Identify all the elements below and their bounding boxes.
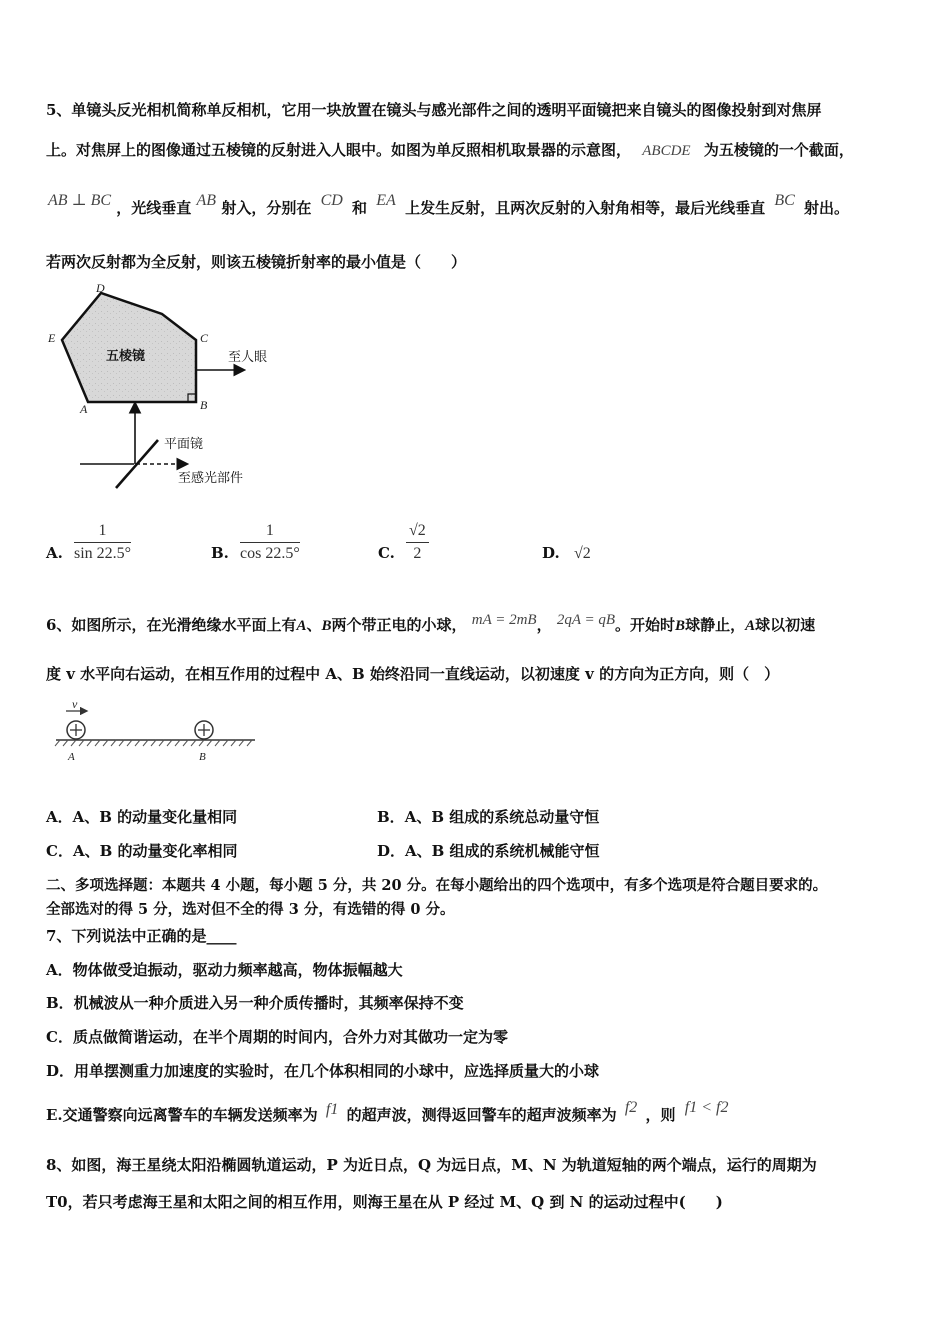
ball-a-label: A (68, 751, 75, 763)
q5-option-a-den: sin 22.5° (74, 545, 132, 562)
q7-option-e-text-c: ，则 (645, 1106, 676, 1124)
q7-option-e-text-b: 的超声波，测得返回警车的超声波频率为 (346, 1106, 617, 1124)
q7-option-b[interactable]: B．机械波从一种介质进入另一种介质传播时，其频率保持不变 (46, 994, 464, 1012)
ball-b-label: B (199, 751, 206, 763)
q5-line3-text-b: 射入，分别在 (221, 199, 312, 217)
q6-option-d-label: D． (377, 842, 406, 860)
section2-line1: 二、多项选择题：本题共 4 小题，每小题 5 分，共 20 分。在每小题给出的四个选项中，有多个选项是符合题目要求的。 (46, 877, 828, 894)
q5-line3 (48, 192, 850, 219)
mirror-label: 平面镜 (164, 437, 204, 452)
q5-math-ab: AB (196, 192, 217, 209)
q7-option-a[interactable]: A．物体做受迫振动，驱动力频率越高，物体振幅越大 (46, 961, 403, 979)
q6-option-d[interactable] (377, 841, 600, 861)
q5-option-b-num: 1 (240, 522, 300, 543)
pentaprism-figure (40, 280, 300, 500)
q6-option-b-text: A、B 组成的系统总动量守恒 (404, 808, 600, 826)
q5-option-d-label: D. (542, 544, 560, 562)
vertex-a-label: A (80, 402, 88, 416)
prism-label: 五棱镜 (106, 349, 146, 364)
eye-label: 至人眼 (228, 350, 268, 365)
vertex-e-label: E (48, 331, 56, 345)
q5-option-d-expr[interactable]: √2 (574, 545, 591, 562)
q5-option-c-num: √2 (406, 522, 429, 543)
q6-option-b-label: B． (377, 808, 405, 826)
q5-line4: 若两次反射都为全反射，则该五棱镜折射率的最小值是（ ） (46, 253, 467, 271)
q5-option-a-num: 1 (74, 522, 131, 543)
q6-option-a[interactable] (46, 807, 237, 827)
q6-line2: 度 v 水平向右运动，在相互作用的过程中 A、B 始终沿同一直线运动，以初速度 v 的方向为正方向，则（ ） (46, 665, 780, 683)
q5-option-b-label: B. (211, 544, 229, 562)
q6-option-b[interactable] (377, 807, 599, 827)
q5-option-c-den: 2 (413, 545, 422, 562)
vertex-b-label: B (200, 398, 208, 412)
q8-line1: 8、如图，海王星绕太阳沿椭圆轨道运动，P 为近日点，Q 为远日点，M、N 为轨道短轴的两个端点，运行的周期为 (46, 1156, 817, 1174)
vertex-c-label: C (200, 331, 209, 345)
q6-line1-text-e: 球静止， (685, 616, 746, 634)
q6-option-c-text: A、B 的动量变化率相同 (72, 842, 238, 860)
q5-math-ab-perp-bc: AB ⊥ BC (48, 192, 112, 209)
q6-option-c-label: C． (46, 842, 73, 860)
q6-math-a2: A (745, 618, 756, 634)
q5-line3-text-c: 和 (352, 199, 368, 217)
q6-line1-sep: ， (536, 616, 552, 634)
q5-math-ea: EA (376, 192, 396, 209)
q7-f2: f2 (624, 1099, 638, 1116)
q5-line3-text-d: 上发生反射，且两次反射的入射角相等，最后光线垂直 (405, 199, 766, 217)
q6-math-a1: A (296, 618, 307, 634)
q6-line1-text-d: 。开始时 (615, 616, 676, 634)
q5-option-a-label: A. (46, 544, 63, 562)
q5-line3-text-a: ，光线垂直 (116, 199, 192, 217)
q5-line2 (46, 140, 854, 161)
q5-math-bc: BC (774, 192, 795, 209)
q5-line2-text-b: 为五棱镜的一个截面， (703, 141, 854, 159)
pentaprism-shape (62, 293, 196, 402)
q6-mass-relation: mA = 2mB (471, 612, 537, 628)
q6-line1 (46, 612, 816, 636)
q5-line2-text-a: 上。对焦屏上的图像通过五棱镜的反射进入人眼中。如图为单反照相机取景器的示意图， (46, 141, 632, 159)
q5-option-b-frac[interactable] (240, 522, 300, 563)
q5-line1: 5、单镜头反光相机简称单反相机，它用一块放置在镜头与感光部件之间的透明平面镜把来自镜头的图像投射到对焦屏 (46, 101, 822, 119)
q6-option-a-label: A． (46, 808, 73, 826)
q6-line1-text-a: 6、如图所示，在光滑绝缘水平面上有 (46, 616, 297, 634)
section2-line2: 全部选对的得 5 分，选对但不全的得 3 分，有选错的得 0 分。 (46, 901, 455, 918)
q6-option-c[interactable] (46, 841, 238, 861)
q6-option-a-text: A、B 的动量变化量相同 (72, 808, 238, 826)
q6-math-b2: B (675, 618, 686, 634)
q5-math-cd: CD (320, 192, 343, 209)
sensor-label: 至感光部件 (178, 471, 244, 486)
q6-option-d-text: A、B 组成的系统机械能守恒 (405, 842, 600, 860)
q5-math-abcde: ABCDE (642, 143, 691, 159)
q5-option-c-frac[interactable] (406, 522, 429, 563)
q7-option-d[interactable]: D．用单摆测重力加速度的实验时，在几个体积相同的小球中，应选择质量大的小球 (46, 1062, 600, 1080)
q7-f1: f1 (325, 1101, 339, 1118)
q5-line3-text-e: 射出。 (804, 199, 850, 217)
q7-option-e[interactable] (46, 1099, 729, 1126)
q7-inequality: f1 < f2 (684, 1099, 729, 1116)
q5-option-b-den: cos 22.5° (240, 545, 300, 562)
q5-option-c-label: C. (378, 544, 395, 562)
velocity-label: v (72, 697, 78, 711)
vertex-d-label: D (96, 281, 105, 295)
q5-option-a-frac[interactable] (74, 522, 131, 563)
q7-stem: 7、下列说法中正确的是____ (46, 927, 237, 945)
q6-line1-text-c: 两个带正电的小球， (331, 616, 467, 634)
ground-hatching (55, 740, 252, 746)
q6-line1-text-f: 球以初速 (755, 616, 816, 634)
q6-balls-figure (50, 696, 260, 766)
q6-charge-relation: 2qA = qB (556, 612, 616, 628)
q6-math-b1: B (321, 618, 332, 634)
q6-line1-text-b: 、 (306, 616, 322, 634)
q7-option-e-text-a: E.交通警察向远离警车的车辆发送频率为 (46, 1106, 318, 1124)
q7-option-c[interactable]: C．质点做简谐运动，在半个周期的时间内，合外力对其做功一定为零 (46, 1028, 508, 1046)
q8-line2: T0，若只考虑海王星和太阳之间的相互作用，则海王星在从 P 经过 M、Q 到 N 的运动过程中( ) (46, 1193, 723, 1211)
